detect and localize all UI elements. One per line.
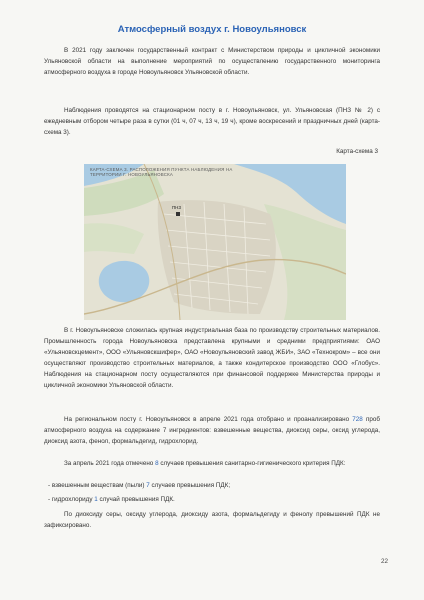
samples-count: 728	[352, 416, 363, 423]
hydrochloride-count: 1	[94, 496, 98, 503]
map-image	[84, 164, 346, 320]
paragraph-contract: В 2021 году заключен государственный контракт с Министерством природы и цикличной экономики Ульяновской области на выполнение мероприятий по осуществлению государственного мониторинга атмосферного воздуха в городе Новоульяновск Ульяновской области.	[44, 47, 380, 76]
post-marker-label: ПНЗ	[172, 205, 181, 210]
post-marker	[176, 212, 180, 216]
page-number: 22	[380, 558, 388, 565]
paragraph-industry: В г. Новоульяновске сложилась крупная индустриальная база по производству строительных материалов. Промышленность города Новоульяновска представлена крупными и средними предприятиями: ОАО «Ульяновскцемент», ООО «Ульяновскшифер», ОАО «Новоульяновский завод ЖБИ», ЗАО «Технокром» – все они осуществляют производство строительных материалов, а также кондитерское производство ООО «Глобус». Наблюдения на стационарном посту осуществляются при финансовой поддержке Министерства природы и цикличной экономики Ульяновской области.	[44, 327, 380, 389]
dust-count: 7	[146, 482, 150, 489]
paragraph-exceedances: За апрель 2021 года отмечено 8 случаев превышения санитарно-гигиенического критерия ПДК:	[64, 460, 346, 467]
map-caption: Карта-схема 3	[336, 148, 378, 155]
paragraph-no-exceedance: По диоксиду серы, оксиду углерода, диоксиду азота, формальдегиду и фенолу превышений ПДК не зафиксировано.	[44, 511, 380, 529]
list-item-dust: - взвешенным веществам (пыли) 7 случаев превышения ПДК;	[48, 482, 231, 489]
map-scheme	[84, 164, 346, 320]
exceedance-count: 8	[155, 460, 159, 467]
page-title: Атмосферный воздух г. Новоульяновск	[117, 24, 307, 35]
list-item-hydrochloride: - гидрохлориду 1 случай превышения ПДК.	[48, 496, 175, 503]
map-title-label: КАРТА-СХЕМА 3. РАСПОЛОЖЕНИЯ ПУНКТА НАБЛЮДЕНИЯ НА ТЕРРИТОРИИ Г. НОВОУЛЬЯНОВСКА	[90, 167, 233, 178]
paragraph-observations: Наблюдения проводятся на стационарном посту в г. Новоульяновск, ул. Ульяновская (ПНЗ № 2) с ежедневным отбором четыре раза в сутки (01 ч, 07 ч, 13 ч, 19 ч), кроме воскресений и праздничных дней (карта-схема 3).	[44, 107, 380, 136]
paragraph-samples: На региональном посту г. Новоульяновск в апреле 2021 года отобрано и проанализировано 728 проб атмосферного воздуха на содержание 7 ингредиентов: взвешенные вещества, диоксид серы, оксид углерода, диоксид азота, фенол, формальдегид, гидрохлорид.	[44, 416, 380, 445]
